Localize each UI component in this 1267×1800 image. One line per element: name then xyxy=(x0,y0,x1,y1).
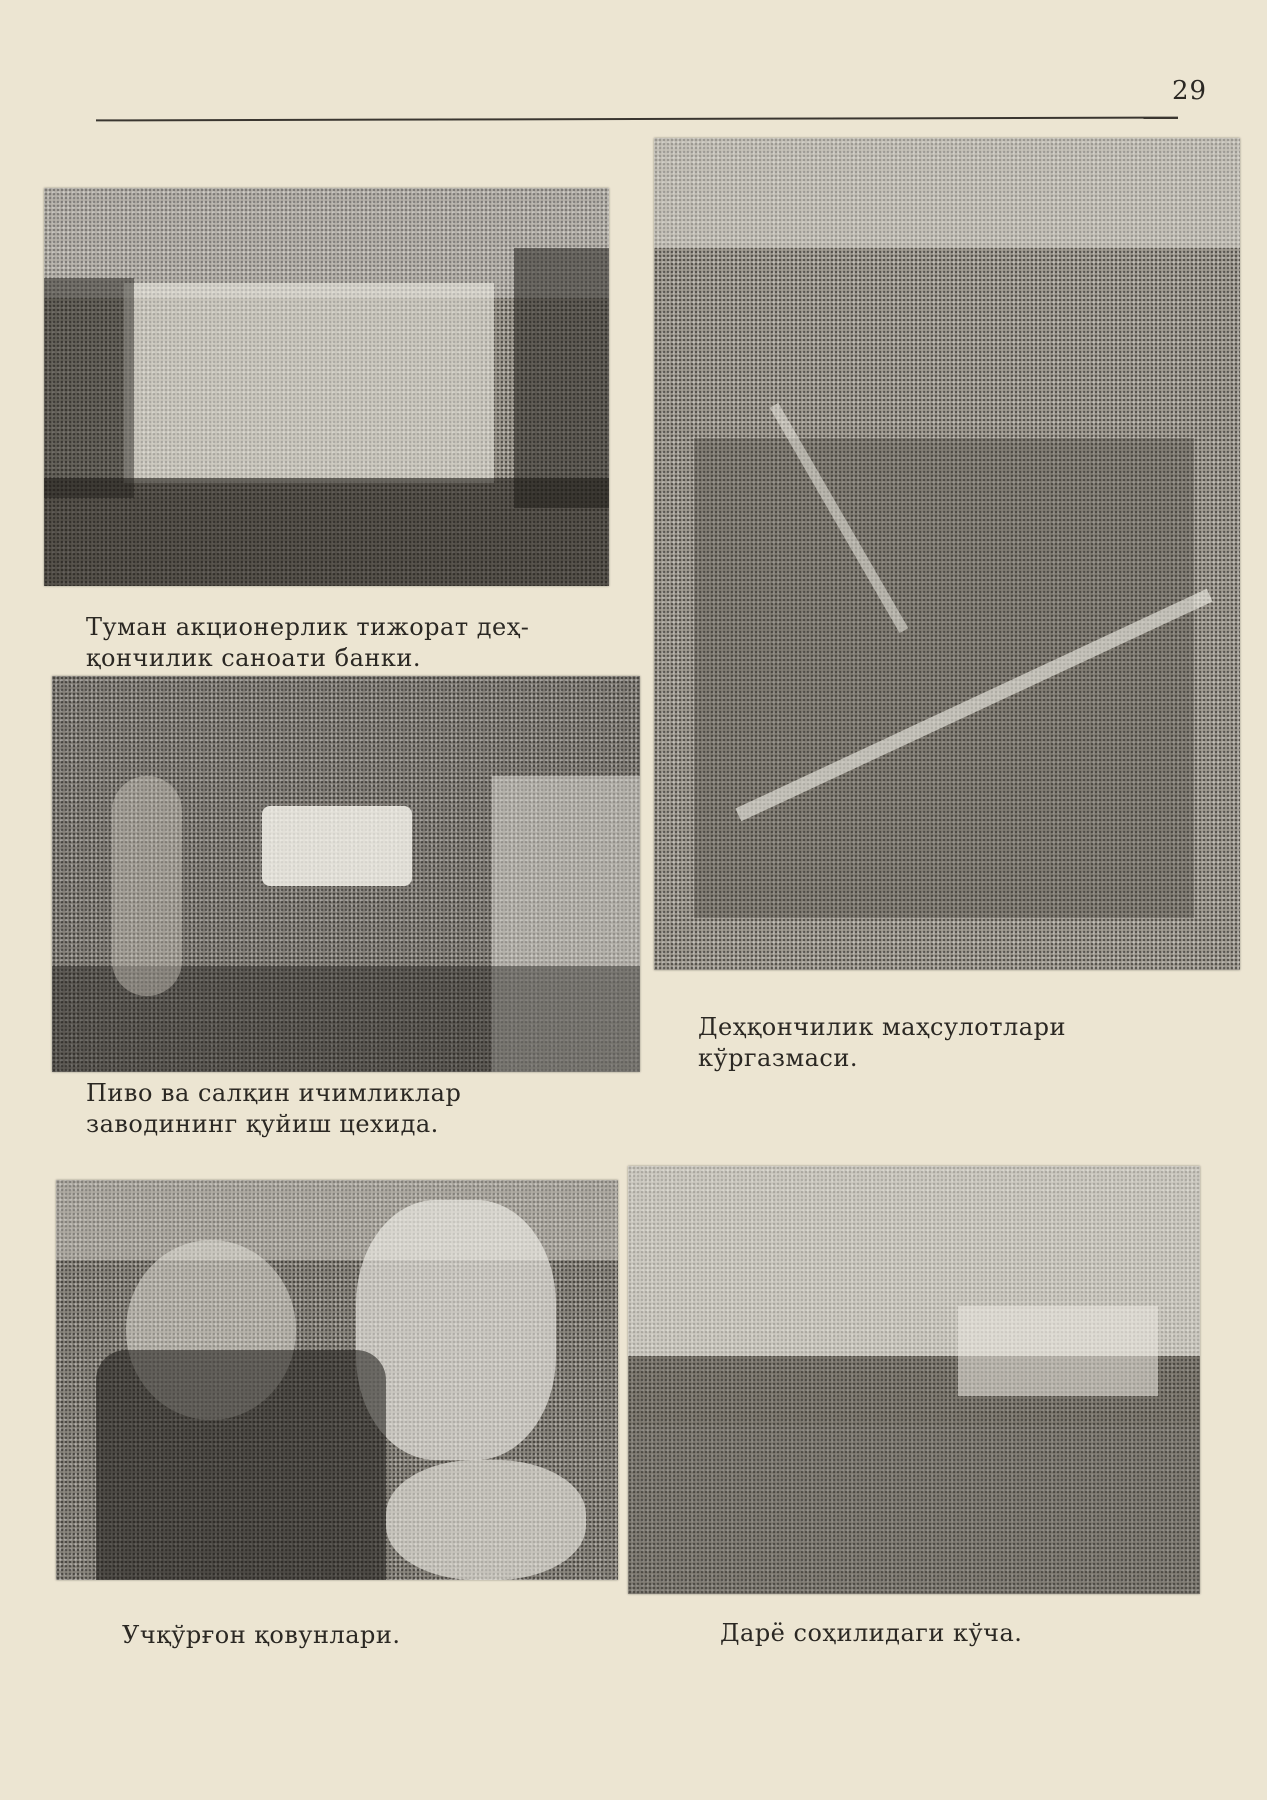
melons-caption xyxy=(122,1620,401,1651)
street-caption xyxy=(720,1618,1022,1649)
riverside-street-photo xyxy=(628,1166,1200,1594)
caption-line: заводининг қуйиш цехида. xyxy=(86,1110,439,1138)
page-number: 29 xyxy=(1172,76,1208,106)
factory-caption xyxy=(86,1078,461,1140)
agricultural-exhibition-photo xyxy=(654,138,1240,970)
caption-line: Пиво ва салқин ичимликлар xyxy=(86,1079,462,1107)
header-rule xyxy=(96,117,1178,122)
exhibition-caption xyxy=(698,1012,1066,1074)
caption-line: кўргазмаси. xyxy=(698,1044,858,1072)
caption-line: Дарё соҳилидаги кўча. xyxy=(720,1619,1023,1647)
caption-line: Деҳқончилик маҳсулотлари xyxy=(698,1013,1066,1041)
melons-photo xyxy=(56,1180,618,1580)
caption-line: қончилик саноати банки. xyxy=(86,644,422,672)
caption-line: Туман акционерлик тижорат деҳ- xyxy=(86,613,530,641)
bank-building-photo xyxy=(44,188,609,586)
factory-bottling-photo xyxy=(52,676,640,1072)
bank-caption xyxy=(86,612,529,674)
caption-line: Учқўрғон қовунлари. xyxy=(122,1621,401,1649)
